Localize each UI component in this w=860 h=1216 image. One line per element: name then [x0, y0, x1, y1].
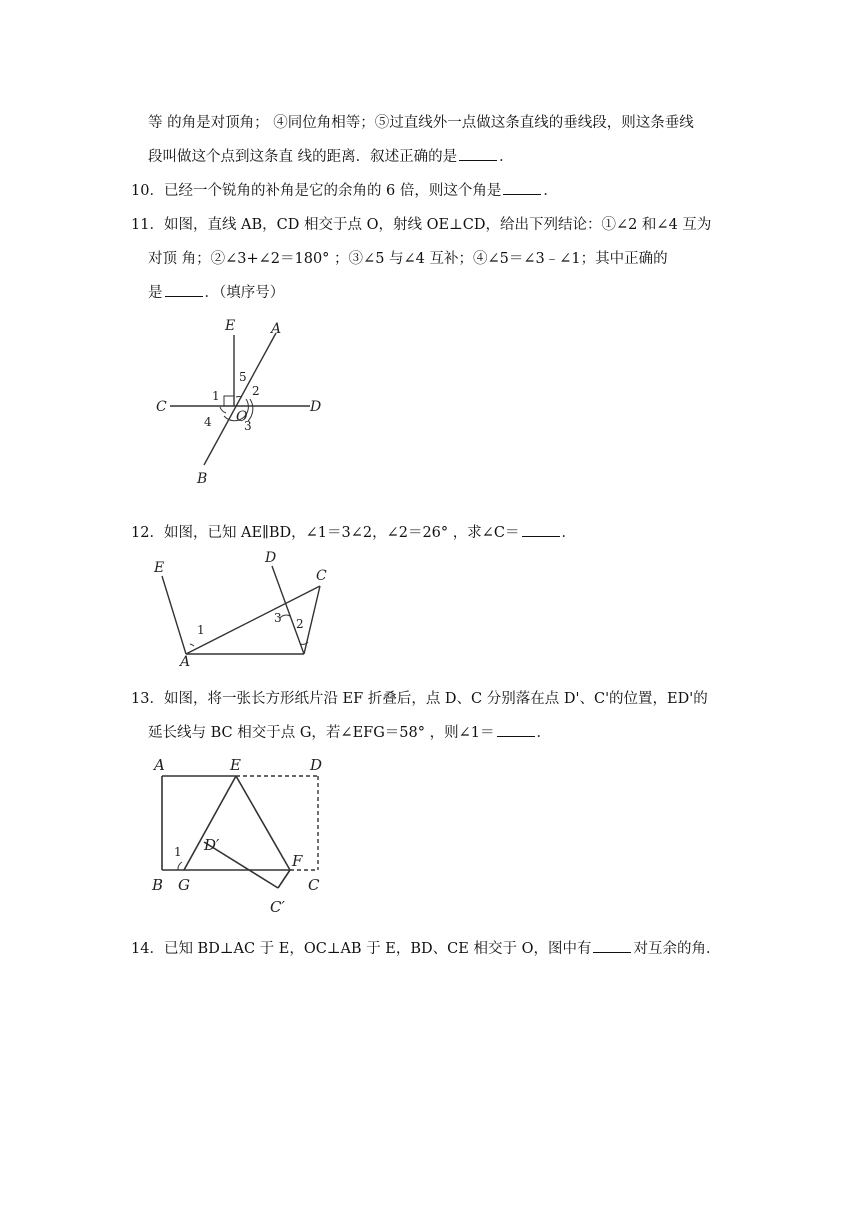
answer-blank [522, 522, 560, 537]
q9-line-1: 等 的角是对顶角； ④同位角相等；⑤过直线外一点做这条直线的垂线段，则这条垂线 [148, 115, 694, 131]
label-1: 1 [174, 845, 182, 859]
label-E: E [154, 560, 165, 576]
label-D: D [265, 550, 277, 566]
q12-line: 12．如图，已知 AE∥BD，∠1＝3∠2，∠2＝26° ，求∠C＝ ． [131, 521, 576, 542]
label-1: 1 [197, 623, 205, 637]
label-2: 2 [252, 384, 260, 398]
q11-figure [150, 315, 340, 495]
label-C-prime: C′ [270, 898, 285, 916]
label-G: G [178, 876, 190, 894]
answer-blank [503, 180, 541, 195]
q11-line-1: 11．如图，直线 AB，CD 相交于点 O，射线 OE⊥CD，给出下列结论：①∠2 和∠4 互为 [131, 217, 712, 233]
q11-line-2: 对顶 角；②∠3+∠2＝180° ；③∠5 与∠4 互补；④∠5＝∠3﹣∠1；其中正确的 [148, 251, 668, 267]
q9-line-2: 段叫做这个点到这条直 线的距离．叙述正确的是 ． [148, 145, 514, 166]
label-5: 5 [239, 370, 247, 384]
label-D: D [310, 399, 322, 415]
label-D-prime: D′ [204, 836, 220, 854]
label-C: C [308, 876, 320, 894]
label-3: 3 [244, 419, 252, 433]
answer-blank [593, 938, 631, 953]
q13-line-2: 延长线与 BC 相交于点 G，若∠EFG＝58° ，则∠1＝ ． [148, 721, 551, 742]
q14-line: 14．已知 BD⊥AC 于 E，OC⊥AB 于 E，BD、CE 相交于 O，图中有 对互余的角． [131, 937, 720, 958]
q12-figure [150, 548, 350, 668]
label-A: A [271, 321, 282, 337]
label-A: A [154, 756, 165, 774]
label-F: F [292, 852, 303, 870]
label-B: B [152, 876, 164, 894]
label-1: 1 [212, 389, 220, 403]
answer-blank [165, 282, 203, 297]
answer-blank [497, 722, 535, 737]
label-2: 2 [296, 617, 304, 631]
answer-blank [459, 146, 497, 161]
label-E: E [230, 756, 241, 774]
label-A: A [180, 654, 191, 670]
label-3: 3 [274, 611, 282, 625]
label-O: O [236, 409, 248, 425]
label-C: C [316, 568, 327, 584]
label-E: E [225, 318, 236, 334]
q10-line: 10．已经一个锐角的补角是它的余角的 6 倍，则这个角是 ． [131, 179, 558, 200]
label-B: B [197, 471, 208, 487]
label-C: C [156, 399, 167, 415]
q11-line-3: 是 ．（填序号） [148, 281, 284, 302]
label-D: D [310, 756, 323, 774]
label-4: 4 [204, 415, 212, 429]
q13-line-1: 13．如图，将一张长方形纸片沿 EF 折叠后，点 D、C 分别落在点 D'、C'的位置，ED'的 [131, 691, 708, 707]
q13-figure [148, 752, 348, 922]
